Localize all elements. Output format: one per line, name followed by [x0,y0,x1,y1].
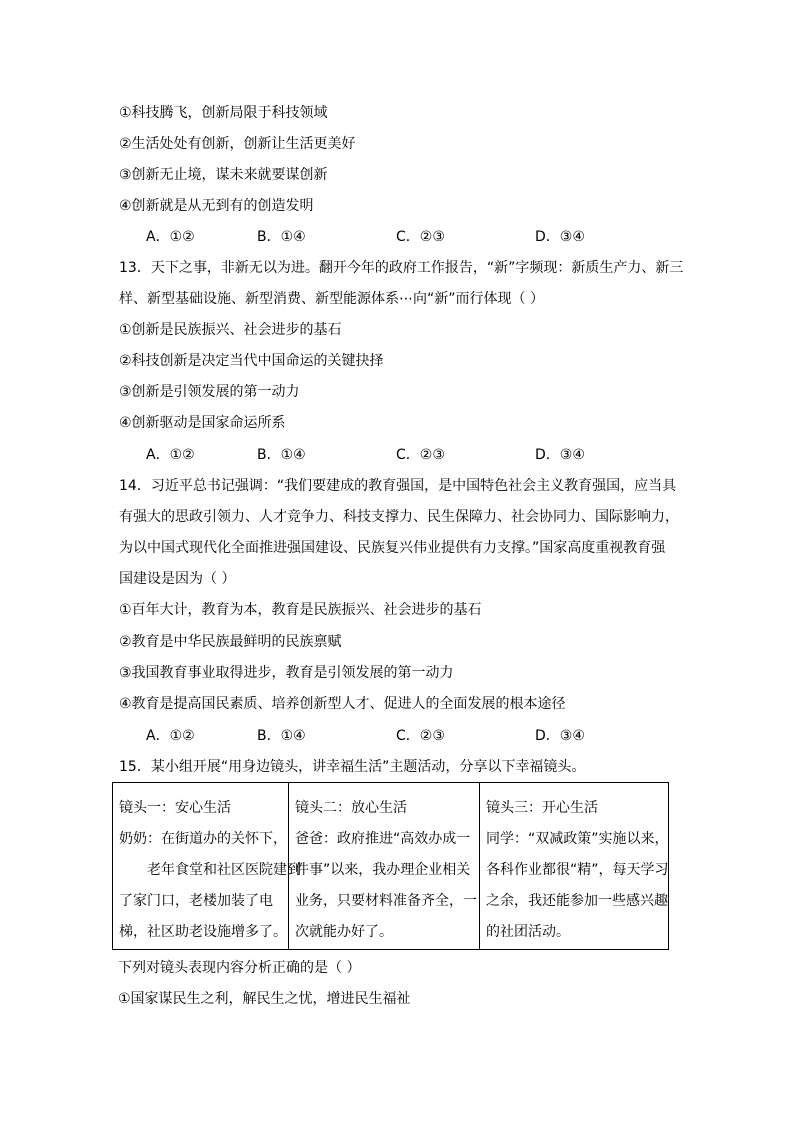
q15-lens-table [112,782,669,950]
q14-stem-line-2: 有强大的思政引领力、人才竞争力、科技支撑力、民生保障力、社会协同力、国际影响力， [119,509,679,525]
lens-3-line-1: 同学：“双减政策”实施以来， [486,831,669,847]
q13-option-a: A．①② [146,447,195,463]
q13-statement-3: ③创新是引领发展的第一动力 [119,384,300,400]
q12-statement-2: ②生活处处有创新，创新让生活更美好 [119,136,356,152]
q14-stem-line-3: 为以中国式现代化全面推进强国建设、民族复兴伟业提供有力支撑。”国家高度重视教育强 [119,540,666,556]
q13-stem-line-1: 13．天下之事，非新无以为进。翻开今年的政府工作报告，“新”字频现：新质生产力、新三 [119,260,684,276]
q12-statement-1: ①科技腾飞，创新局限于科技领域 [119,105,328,121]
q14-option-d: D．③④ [535,728,585,744]
lens-3-line-3: 之余，我还能参加一些感兴趣 [486,893,668,909]
q15-stem: 15．某小组开展“用身边镜头，讲幸福生活”主题活动，分享以下幸福镜头。 [119,759,586,775]
lens-2-line-2: 件事”以来，我办理企业相关 [295,862,471,878]
lens-3-line-2: 各科作业都很“精”，每天学习 [486,862,669,878]
q12-statement-3: ③创新无止境，谋未来就要谋创新 [119,167,328,183]
lens-1-title: 镜头一：安心生活 [119,800,231,816]
q12-options [146,227,646,247]
q13-option-c: C．②③ [396,447,445,463]
q14-statement-4: ④教育是提高国民素质、培养创新型人才、促进人的全面发展的根本途径 [119,696,566,712]
lens-2-line-1: 爸爸：政府推进“高效办成一 [295,831,471,847]
q14-option-b: B．①④ [257,728,306,744]
q14-stem-line-1: 14．习近平总书记强调：“我们要建成的教育强国，是中国特色社会主义教育强国，应当具 [119,478,677,494]
q12-option-b: B．①④ [257,229,306,245]
lens-2-title: 镜头二：放心生活 [295,800,407,816]
q14-statement-2: ②教育是中华民族最鲜明的民族禀赋 [119,634,342,650]
q13-statement-1: ①创新是民族振兴、社会进步的基石 [119,322,342,338]
lens-2-cell [289,783,480,950]
q15-question: 下列对镜头表现内容分析正确的是（ ） [118,960,361,976]
q14-statement-1: ①百年大计，教育为本，教育是民族振兴、社会进步的基石 [119,602,482,618]
q13-options [146,445,646,465]
q15-statement-1: ①国家谋民生之利，解民生之忧，增进民生福祉 [118,991,411,1007]
q12-option-c: C．②③ [396,229,445,245]
q14-statement-3: ③我国教育事业取得进步，教育是引领发展的第一动力 [119,665,454,681]
lens-1-line-1: 奶奶：在街道办的关怀下， [119,831,287,847]
lens-3-line-4: 的社团活动。 [486,924,570,940]
q13-statement-2: ②科技创新是决定当代中国命运的关键抉择 [119,353,384,369]
lens-1-line-3: 了家门口，老楼加装了电 [119,893,273,909]
lens-1-line-2: 老年食堂和社区医院建到 [147,862,301,878]
lens-3-cell [480,783,669,950]
q13-stem-line-2: 样、新型基础设施、新型消费、新型能源体系⋯向“新”而行体现（ ） [119,291,544,307]
lens-1-cell [113,783,301,950]
lens-1-line-4: 梯，社区助老设施增多了。 [119,924,287,940]
q13-option-d: D．③④ [535,447,585,463]
lens-3-title: 镜头三：开心生活 [486,800,598,816]
q14-option-c: C．②③ [396,728,445,744]
q12-statement-4: ④创新就是从无到有的创造发明 [119,198,314,214]
q12-option-a: A．①② [146,229,195,245]
lens-2-line-3: 业务，只要材料准备齐全，一 [295,893,477,909]
lens-2-line-4: 次就能办好了。 [295,924,393,940]
q14-options [146,726,646,746]
q12-option-d: D．③④ [535,229,585,245]
q13-statement-4: ④创新驱动是国家命运所系 [119,415,286,431]
q14-stem-line-4: 国建设是因为（ ） [119,571,236,587]
q13-option-b: B．①④ [257,447,306,463]
q14-option-a: A．①② [146,728,195,744]
